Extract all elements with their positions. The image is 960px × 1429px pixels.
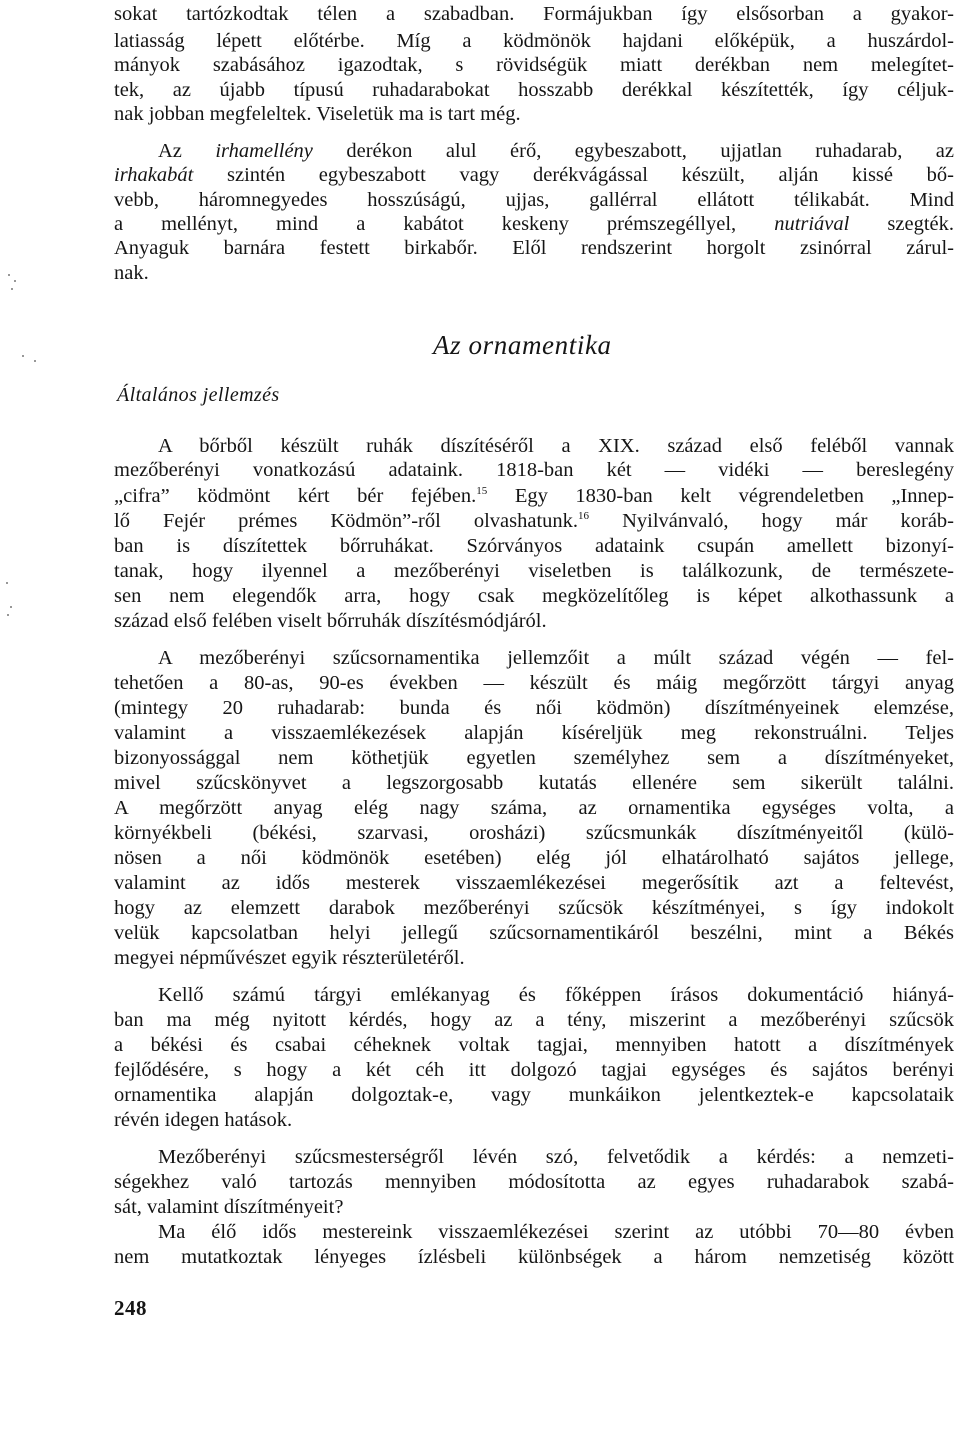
text-line: Kellő számú tárgyi emlékanyag és főképpen írásos dokumentáció hiányá- <box>158 984 954 1006</box>
text-line: tehetően a 80-as, 90-es években — készült és máig megőrzött tárgyi anyag <box>114 672 954 694</box>
text-line: valamint az idős mesterek visszaemlékezései megerősítik azt a feltevést, <box>114 872 954 894</box>
text-line: latiasság lépett előtérbe. Míg a ködmönök hajdani előképük, a huszárdol- <box>114 30 954 52</box>
text-line: a békési és csabai céheknek voltak tagjai, mennyiben hatott a díszítmények <box>114 1034 954 1056</box>
scan-speck <box>7 614 9 616</box>
scan-speck <box>11 288 13 290</box>
text-line: környékbeli (békési, szarvasi, orosházi) szűcsmunkák díszítményeitől (külö- <box>114 822 954 844</box>
text-line: velük kapcsolatban helyi jellegű szűcsornamentikáról beszélni, mint a Békés <box>114 922 954 944</box>
text-line: Az irhamellény derékon alul érő, egybeszabott, ujjatlan ruhadarab, az <box>158 140 954 162</box>
scan-speck <box>34 360 36 362</box>
text-line: hogy az elemzett darabok mezőberényi szűcsök készítményei, s így indokolt <box>114 897 954 919</box>
italic-term: irhakabát <box>114 164 194 186</box>
text-line: vebb, háromnegyedes hosszúságú, ujjas, gallérral ellátott télikabát. Mind <box>114 189 954 211</box>
text-line: század első felében viselt bőrruhák díszítésmódjáról. <box>114 610 547 632</box>
scan-speck <box>10 606 12 608</box>
text-line: ban is díszítettek bőrruhákat. Szórványos adataink csupán amellett bizonyí- <box>114 535 954 557</box>
text-line: sát, valamint díszítményeit? <box>114 1196 344 1218</box>
footnote-ref: 16 <box>578 510 590 522</box>
text-line: ban ma még nyitott kérdés, hogy az a tény, miszerint a mezőberényi szűcsök <box>114 1009 954 1031</box>
text-line: „cifra” ködmönt kért bér fejében.$^{15}$ Egy 1830-ban kelt végrendeletben „Innep- <box>114 485 954 507</box>
text-line: tanak, hogy ilyennel a mezőberényi viseletben is találkozunk, de természete- <box>114 560 954 582</box>
section-heading: Az ornamentika <box>433 330 612 360</box>
text-line: nösen a női ködmönök esetében) elég jól elhatárolható sajátos jellege, <box>114 847 954 869</box>
text-line: mezőberényi vonatkozású adataink. 1818-ban két — vidéki — bereslegény <box>114 459 954 481</box>
text-line: valamint a visszaemlékezések alapján kíséreljük meg rekonstruálni. Teljes <box>114 722 954 744</box>
text-line: mivel szűcskönyvet a legszorgosabb kutatás ellenére sem sikerült találni. <box>114 772 954 794</box>
text-line: ornamentika alapján dolgoztak-e, vagy munkáikon jelentkeztek-e kapcsolataik <box>114 1084 954 1106</box>
text-line: Anyaguk barnára festett birkabőr. Elől rendszerint horgolt zsinórral zárul- <box>114 237 954 259</box>
text-line: bizonyossággal nem köthetjük egyetlen személyhez sem a díszítményeket, <box>114 747 954 769</box>
text-line: fejlődésére, s hogy a két céh itt dolgozó tagjai egységes és sajátos berényi <box>114 1059 954 1081</box>
text-line: A mezőberényi szűcsornamentika jellemzőit a múlt század végén — fel- <box>158 647 954 669</box>
scan-speck <box>22 355 24 357</box>
text-line: (mintegy 20 ruhadarab: bunda és női ködmön) díszítményeinek elemzése, <box>114 697 954 719</box>
footnote-ref: 15 <box>476 485 488 497</box>
text-line: Mezőberényi szűcsmesterségről lévén szó, felvetődik a kérdés: a nemzeti- <box>158 1146 954 1168</box>
scan-speck <box>6 582 8 584</box>
text-line: nak. <box>114 262 149 284</box>
text-line: mányok szabásához igazodtak, s rövidségük miatt derékban nem melegítet- <box>114 54 954 76</box>
text-line: tek, az újabb típusú ruhadarabokat hosszabb derékkal készítették, így céljuk- <box>114 79 954 101</box>
text-line: sen nem elegendők arra, hogy csak megközelítőleg is képet alkothassunk a <box>114 585 954 607</box>
side-heading: Általános jellemzés <box>117 384 280 406</box>
scan-speck <box>8 274 10 276</box>
text-line: ségekhez való tartozás mennyiben módosította az egyes ruhadarabok szabá- <box>114 1171 954 1193</box>
text-line: nem mutatkoztak lényeges ízlésbeli különbségek a három nemzetiség között <box>114 1246 954 1268</box>
italic-term: irhamellény <box>215 140 313 162</box>
text-line: lő Fejér prémes Ködmön”-ről olvashatunk.$^{16}$ Nyilvánvaló, hogy már koráb- <box>114 510 954 532</box>
scan-speck <box>14 280 16 282</box>
italic-term: nutriával <box>774 213 850 235</box>
text-line: nak jobban megfeleltek. Viseletük ma is tart még. <box>114 103 521 125</box>
text-line: A megőrzött anyag elég nagy száma, az ornamentika egységes volta, a <box>114 797 954 819</box>
text-line: a mellényt, mind a kabátot keskeny prémszegéllyel, nutriával szegték. <box>114 213 954 235</box>
page-number: 248 <box>114 1296 147 1320</box>
text-line: A bőrből készült ruhák díszítéséről a XIX. század első feléből vannak <box>158 435 954 457</box>
text-line: révén idegen hatások. <box>114 1109 293 1131</box>
text-line: sokat tartózkodtak télen a szabadban. Formájukban így elsősorban a gyakor- <box>114 3 954 25</box>
text-line: megyei népművészet egyik részterületéről. <box>114 947 465 969</box>
text-line: irhakabát szintén egybeszabott vagy derékvágással készült, alján kissé bő- <box>114 164 954 186</box>
text-line: Ma élő idős mestereink visszaemlékezései szerint az utóbbi 70—80 évben <box>158 1221 954 1243</box>
